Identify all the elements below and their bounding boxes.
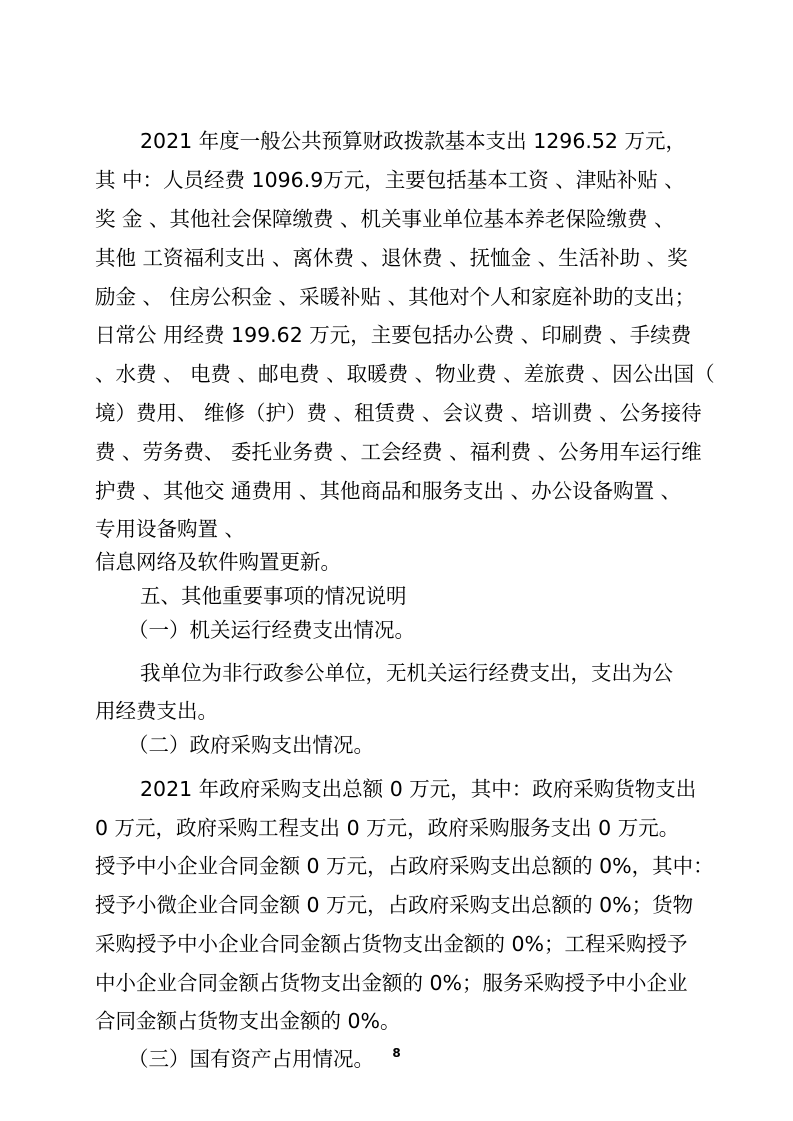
- text-line: 护费 、其他交 通费用 、其他商品和服务支出 、办公设备购置 、: [95, 479, 682, 503]
- section-heading: 五、其他重要事项的情况说明: [140, 584, 407, 608]
- page-number: 8: [392, 1046, 401, 1060]
- text-line: 奖 金 、其他社会保障缴费 、机关事业单位基本养老保险缴费 、: [95, 207, 675, 231]
- text-line: 日常公 用经费 199.62 万元，主要包括办公费 、印刷费 、手续费: [95, 323, 692, 347]
- text-line: 境）费用、 维修（护）费 、租赁费 、会议费 、培训费 、公务接待: [95, 401, 702, 425]
- text-line: 其他 工资福利支出 、离休费 、退休费 、抚恤金 、生活补助 、奖: [95, 246, 688, 270]
- text-line: 采购授予中小企业合同金额占货物支出金额的 0%；工程采购授予: [95, 932, 688, 956]
- text-line: 中小企业合同金额占货物支出金额的 0%；服务采购授予中小企业: [95, 971, 688, 995]
- subsection-heading: （二）政府采购支出情况。: [128, 733, 374, 757]
- text-line: 费 、劳务费、 委托业务费 、工会经费 、福利费 、公务用车运行维: [95, 440, 702, 464]
- text-line: 0 万元，政府采购工程支出 0 万元，政府采购服务支出 0 万元。: [95, 816, 680, 840]
- text-line: 信息网络及软件购置更新。: [95, 550, 341, 574]
- text-line: 合同金额占货物支出金额的 0%。: [95, 1009, 401, 1033]
- text-line: 授予小微企业合同金额 0 万元，占政府采购支出总额的 0%；货物: [95, 893, 694, 917]
- text-line: 我单位为非行政参公单位，无机关运行经费支出，支出为公: [140, 661, 673, 685]
- text-line: 授予中小企业合同金额 0 万元，占政府采购支出总额的 0%，其中：: [95, 854, 714, 878]
- text-line: 2021 年政府采购支出总额 0 万元，其中：政府采购货物支出: [140, 777, 697, 801]
- text-line: 、水费 、 电费 、邮电费 、取暖费 、物业费 、差旅费 、因公出国（: [95, 362, 715, 386]
- subsection-heading: （一）机关运行经费支出情况。: [128, 618, 415, 642]
- subsection-heading: （三）国有资产占用情况。: [128, 1047, 374, 1071]
- text-line: 专用设备购置 、: [95, 517, 246, 541]
- text-line: 2021 年度一般公共预算财政拨款基本支出 1296.52 万元，: [140, 129, 686, 153]
- text-line: 其 中：人员经费 1096.9万元，主要包括基本工资 、津贴补贴 、: [95, 168, 685, 192]
- text-line: 励金 、 住房公积金 、采暖补贴 、其他对个人和家庭补助的支出；: [95, 285, 696, 309]
- text-line: 用经费支出。: [95, 699, 218, 723]
